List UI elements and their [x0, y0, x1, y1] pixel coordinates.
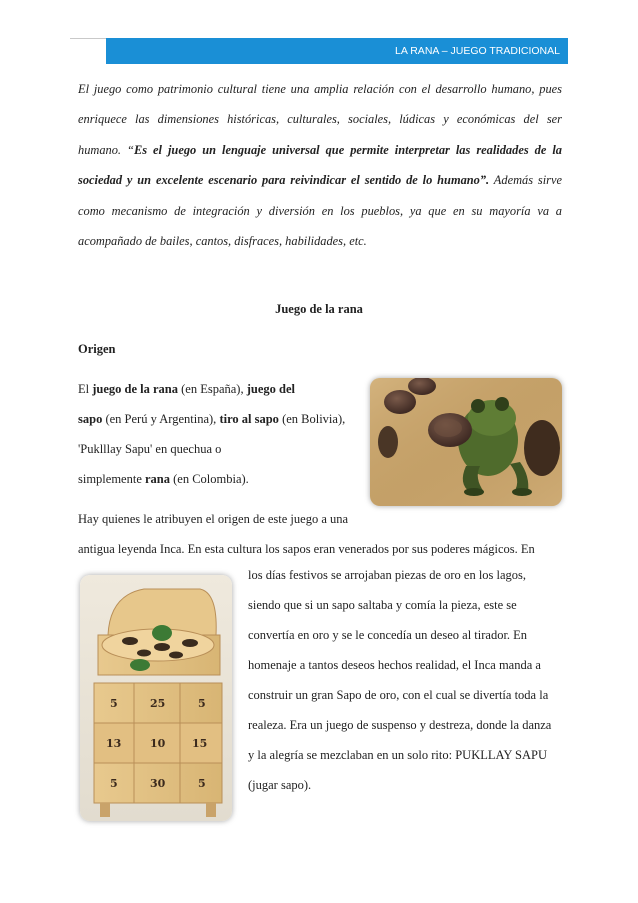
intro-paragraph	[78, 74, 562, 256]
frog-illustration	[370, 378, 562, 506]
intro-line: enriquece las dimensiones históricas, culturales, sociales, lúdicas y económicas del ser	[78, 112, 562, 127]
box-score-label: 25	[150, 697, 166, 710]
box-score-label: 30	[150, 777, 166, 790]
intro-line	[78, 135, 562, 165]
header-rule	[70, 38, 106, 39]
intro-line: como mecanismo de integración y diversión en los pueblos, ya que en su mayoría va a	[78, 203, 562, 218]
intro-line: acompañado de bailes, cantos, disfraces, habilidades, etc.	[78, 233, 367, 248]
origin-names-paragraph: El juego de la rana (en España), juego del sapo (en Perú y Argentina), tiro al sapo (en Bolivia), 'Puklllay Sapu' en quechua o simplemente rana (en Colombia).	[78, 382, 346, 486]
intro-text: Además sirve	[489, 173, 562, 188]
box-score-label: 5	[110, 777, 118, 790]
game-box-illustration	[80, 575, 232, 821]
box-score-label: 5	[110, 697, 118, 710]
section-title: Juego de la rana	[275, 302, 363, 316]
intro-line: El juego como patrimonio cultural tiene una amplia relación con el desarrollo humano, pues	[78, 82, 562, 96]
intro-line	[78, 165, 562, 195]
frog-photo	[370, 378, 562, 506]
intro-text: humano. “	[78, 142, 134, 157]
box-score-label: 5	[198, 777, 206, 790]
origen-heading: Origen	[78, 342, 116, 356]
box-score-label: 5	[198, 697, 206, 710]
rana-game-box-photo	[80, 575, 232, 821]
intro-quote: Es el juego un lenguaje universal que permite interpretar las realidades de la	[133, 142, 562, 157]
box-score-label: 13	[106, 737, 122, 750]
intro-quote: sociedad y un excelente escenario para reivindicar el sentido de lo humano”.	[78, 173, 490, 188]
legend-intro-paragraph: Hay quienes le atribuyen el origen de este juego a una antigua leyenda Inca. En esta cultura los sapos eran venerados por sus poderes mágicos. En	[78, 512, 535, 556]
header-title: LA RANA – JUEGO TRADICIONAL	[395, 45, 560, 57]
box-score-label: 15	[192, 737, 208, 750]
box-score-label: 10	[150, 737, 166, 750]
page-header	[106, 38, 568, 64]
legend-paragraph: los días festivos se arrojaban piezas de oro en los lagos, siendo que si un sapo saltaba y comía la pieza, este se convertía en oro y se le concedía un deseo al tirador. En homenaje a tantos deseos hechos realidad, el Inca manda a construir un gran Sapo de oro, con el cual se divertía toda la realeza. Era un juego de suspenso y destreza, donde la danza y la alegría se mezclaban en un solo rito: PUKLLAY SAPU (jugar sapo).	[248, 568, 552, 792]
